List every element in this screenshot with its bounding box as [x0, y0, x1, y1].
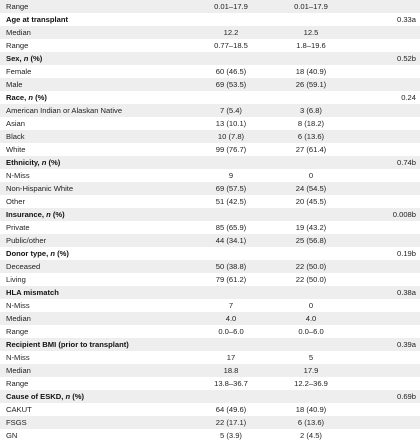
group-2-value: 0	[308, 301, 314, 310]
p-value	[350, 104, 420, 117]
section-header-row	[0, 208, 420, 221]
table-row	[0, 364, 420, 377]
row-label: Range	[6, 41, 29, 50]
p-value	[350, 182, 420, 195]
p-value: 0.33a	[396, 15, 416, 24]
p-value	[350, 325, 420, 338]
group-1-value	[190, 208, 270, 221]
table-row	[0, 78, 420, 91]
group-1-value	[190, 156, 270, 169]
group-2-value: 19 (43.2)	[295, 223, 327, 232]
group-1-value: 64 (49.6)	[215, 405, 247, 414]
p-value	[350, 351, 420, 364]
table-row	[0, 299, 420, 312]
p-value: 0.69b	[350, 390, 420, 403]
group-2-value: 22 (50.0)	[295, 275, 327, 284]
p-value	[350, 169, 420, 182]
group-1-value: 22 (17.1)	[190, 416, 270, 429]
group-2-value	[270, 390, 350, 403]
table-row	[0, 221, 420, 234]
row-label: Living	[6, 275, 26, 284]
row-label: Median	[0, 364, 190, 377]
group-1-value: 85 (65.9)	[215, 223, 247, 232]
table-row	[0, 351, 420, 364]
group-2-value: 6 (13.6)	[270, 416, 350, 429]
row-label: CAKUT	[6, 405, 32, 414]
group-2-value: 18 (40.9)	[295, 405, 327, 414]
group-2-value	[270, 247, 350, 260]
group-1-value: 9	[228, 171, 234, 180]
section-header-row	[0, 156, 420, 169]
row-label: Age at transplant	[6, 15, 69, 24]
group-2-value	[270, 52, 350, 65]
group-1-value	[190, 52, 270, 65]
group-2-value: 0	[308, 171, 314, 180]
group-1-value	[190, 91, 270, 104]
row-label: HLA mismatch	[0, 286, 190, 299]
group-1-value: 0.77–18.5	[214, 41, 248, 50]
group-2-value: 1.8–19.6	[296, 41, 326, 50]
group-1-value	[190, 338, 270, 351]
table-row	[0, 169, 420, 182]
row-label: Race, n (%)	[6, 93, 47, 102]
group-1-value: 13 (10.1)	[215, 119, 247, 128]
p-value	[350, 65, 420, 78]
row-label: Donor type, n (%)	[6, 249, 69, 258]
group-2-value: 8 (18.2)	[297, 119, 325, 128]
group-2-value	[270, 156, 350, 169]
group-2-value: 20 (45.5)	[295, 197, 327, 206]
p-value	[350, 260, 420, 273]
group-1-value: 10 (7.8)	[190, 130, 270, 143]
row-label: Public/other	[0, 234, 190, 247]
group-1-value: 44 (34.1)	[190, 234, 270, 247]
p-value	[350, 117, 420, 130]
p-value	[350, 377, 420, 390]
p-value: 0.24	[401, 93, 416, 102]
row-label: Female	[6, 67, 32, 76]
group-2-value	[270, 286, 350, 299]
section-header-row	[0, 338, 420, 351]
group-1-value: 99 (76.7)	[215, 145, 247, 154]
table-row	[0, 182, 420, 195]
group-1-value: 7	[228, 301, 234, 310]
row-label: Recipient BMI (prior to transplant)	[0, 338, 190, 351]
row-label: Range	[6, 327, 29, 336]
group-2-value	[270, 91, 350, 104]
table-row	[0, 416, 420, 429]
section-header-row	[0, 52, 420, 65]
group-2-value: 2 (4.5)	[300, 431, 322, 440]
group-2-value: 0.0–6.0	[298, 327, 324, 336]
p-value	[350, 26, 420, 39]
row-label: Median	[0, 26, 190, 39]
group-1-value	[190, 13, 270, 26]
table-row	[0, 429, 420, 442]
table-row	[0, 39, 420, 52]
group-1-value	[190, 390, 270, 403]
group-2-value: 12.2–36.9	[294, 379, 328, 388]
p-value: 0.74b	[350, 156, 420, 169]
row-label: N-Miss	[6, 171, 30, 180]
row-label: American Indian or Alaskan Native	[0, 104, 190, 117]
row-label: Ethnicity, n (%)	[0, 156, 190, 169]
p-value: 0.38a	[350, 286, 420, 299]
row-label: Cause of ESKD, n (%)	[0, 390, 190, 403]
group-1-value: 5 (3.9)	[220, 431, 242, 440]
group-2-value: 18 (40.9)	[295, 67, 327, 76]
row-label: Private	[6, 223, 30, 232]
p-value	[350, 273, 420, 286]
group-1-value: 12.2	[190, 26, 270, 39]
group-2-value: 25 (56.8)	[270, 234, 350, 247]
row-label: Male	[0, 78, 190, 91]
row-label: N-Miss	[6, 353, 30, 362]
group-1-value: 0.0–6.0	[218, 327, 244, 336]
group-1-value: 50 (38.8)	[190, 260, 270, 273]
table-row	[0, 26, 420, 39]
row-label: Insurance, n (%)	[0, 208, 190, 221]
row-label: Median	[0, 312, 190, 325]
group-1-value: 4.0	[190, 312, 270, 325]
p-value: 0.008b	[350, 208, 420, 221]
section-header-row	[0, 390, 420, 403]
section-header-row	[0, 286, 420, 299]
group-1-value	[190, 286, 270, 299]
p-value	[350, 403, 420, 416]
table-row	[0, 234, 420, 247]
group-1-value: 0.01–17.9	[190, 0, 270, 13]
table-row	[0, 377, 420, 390]
group-2-value: 0.01–17.9	[270, 0, 350, 13]
p-value	[350, 416, 420, 429]
row-label: White	[6, 145, 26, 154]
p-value	[350, 143, 420, 156]
group-2-value: 12.5	[270, 26, 350, 39]
p-value	[350, 221, 420, 234]
p-value	[350, 195, 420, 208]
row-label: FSGS	[0, 416, 190, 429]
p-value	[350, 429, 420, 442]
p-value	[350, 0, 420, 13]
row-label: Black	[0, 130, 190, 143]
table-row	[0, 273, 420, 286]
table-row	[0, 260, 420, 273]
p-value	[350, 364, 420, 377]
group-1-value: 69 (57.5)	[190, 182, 270, 195]
section-header-row	[0, 13, 420, 26]
group-2-value	[270, 338, 350, 351]
group-2-value: 24 (54.5)	[270, 182, 350, 195]
row-label: GN	[6, 431, 18, 440]
row-label: Other	[6, 197, 25, 206]
table-row	[0, 130, 420, 143]
p-value	[350, 78, 420, 91]
p-value: 0.19b	[396, 249, 416, 258]
group-1-value: 60 (46.5)	[215, 67, 247, 76]
group-2-value: 3 (6.8)	[270, 104, 350, 117]
table-row	[0, 65, 420, 78]
table-row	[0, 403, 420, 416]
row-label: N-Miss	[6, 301, 30, 310]
row-label: Non-Hispanic White	[0, 182, 190, 195]
p-value	[350, 130, 420, 143]
p-value: 0.39a	[350, 338, 420, 351]
row-label: Range	[6, 379, 29, 388]
table-row	[0, 143, 420, 156]
group-2-value: 17.9	[270, 364, 350, 377]
group-1-value: 51 (42.5)	[215, 197, 247, 206]
p-value	[350, 299, 420, 312]
table-row	[0, 325, 420, 338]
row-label: Asian	[6, 119, 25, 128]
table-row	[0, 195, 420, 208]
group-2-value: 5	[308, 353, 314, 362]
row-label: Deceased	[0, 260, 190, 273]
group-2-value: 6 (13.6)	[270, 130, 350, 143]
group-2-value: 4.0	[270, 312, 350, 325]
group-1-value: 69 (53.5)	[190, 78, 270, 91]
row-label: Range	[0, 0, 190, 13]
group-2-value: 27 (61.4)	[295, 145, 327, 154]
p-value	[350, 234, 420, 247]
group-1-value: 7 (5.4)	[190, 104, 270, 117]
group-1-value	[190, 247, 270, 260]
p-value	[350, 39, 420, 52]
group-2-value: 26 (59.1)	[270, 78, 350, 91]
group-1-value: 18.8	[190, 364, 270, 377]
section-header-row	[0, 247, 420, 260]
table-row	[0, 312, 420, 325]
section-header-row	[0, 91, 420, 104]
group-2-value	[270, 208, 350, 221]
group-1-value: 17	[226, 353, 236, 362]
table-row	[0, 104, 420, 117]
table-row	[0, 117, 420, 130]
group-2-value	[270, 13, 350, 26]
group-1-value: 79 (61.2)	[215, 275, 247, 284]
row-label: Sex, n (%)	[0, 52, 190, 65]
table-row	[0, 0, 420, 13]
group-2-value: 22 (50.0)	[270, 260, 350, 273]
group-1-value: 13.8–36.7	[214, 379, 248, 388]
p-value: 0.52b	[350, 52, 420, 65]
p-value	[350, 312, 420, 325]
